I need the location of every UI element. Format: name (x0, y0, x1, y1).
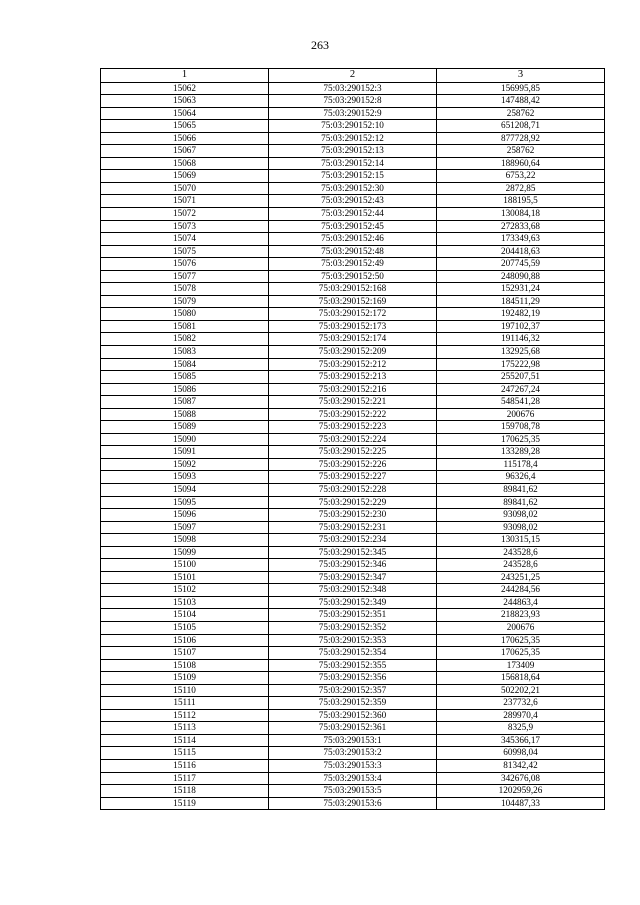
value-cell: 173349,63 (437, 233, 605, 246)
cadastral-number-cell: 75:03:290152:355 (269, 659, 437, 672)
value-cell: 204418,63 (437, 245, 605, 258)
value-cell: 184511,29 (437, 295, 605, 308)
table-row (101, 245, 605, 258)
value-cell: 170625,35 (437, 647, 605, 660)
table-row (101, 797, 605, 810)
value-cell: 207745,59 (437, 258, 605, 271)
row-number-cell: 15063 (101, 95, 269, 108)
value-cell: 130084,18 (437, 207, 605, 220)
table-row (101, 596, 605, 609)
row-number-cell: 15075 (101, 245, 269, 258)
cadastral-number-cell: 75:03:290152:353 (269, 634, 437, 647)
row-number-cell: 15104 (101, 609, 269, 622)
cadastral-number-cell: 75:03:290153:2 (269, 747, 437, 760)
table-row (101, 571, 605, 584)
table-row (101, 747, 605, 760)
cadastral-number-cell: 75:03:290152:231 (269, 521, 437, 534)
table-row (101, 421, 605, 434)
page-number: 263 (311, 38, 329, 52)
table-row (101, 220, 605, 233)
cadastral-number-cell: 75:03:290152:30 (269, 182, 437, 195)
value-cell: 200676 (437, 408, 605, 421)
table-row (101, 559, 605, 572)
row-number-cell: 15068 (101, 157, 269, 170)
value-cell: 188195,5 (437, 195, 605, 208)
cadastral-number-cell: 75:03:290152:351 (269, 609, 437, 622)
table-row (101, 647, 605, 660)
value-cell: 244863,4 (437, 596, 605, 609)
row-number-cell: 15094 (101, 484, 269, 497)
cadastral-number-cell: 75:03:290152:349 (269, 596, 437, 609)
cadastral-number-cell: 75:03:290152:49 (269, 258, 437, 271)
table-row (101, 584, 605, 597)
cadastral-number-cell: 75:03:290152:10 (269, 120, 437, 133)
row-number-cell: 15098 (101, 534, 269, 547)
row-number-cell: 15092 (101, 458, 269, 471)
row-number-cell: 15071 (101, 195, 269, 208)
value-cell: 173409 (437, 659, 605, 672)
value-cell: 243528,6 (437, 559, 605, 572)
row-number-cell: 15103 (101, 596, 269, 609)
value-cell: 175222,98 (437, 358, 605, 371)
row-number-cell: 15065 (101, 120, 269, 133)
value-cell: 237732,6 (437, 697, 605, 710)
cadastral-number-cell: 75:03:290152:345 (269, 546, 437, 559)
table-row (101, 684, 605, 697)
cadastral-number-cell: 75:03:290152:359 (269, 697, 437, 710)
row-number-cell: 15084 (101, 358, 269, 371)
value-cell: 8325,9 (437, 722, 605, 735)
table-row (101, 95, 605, 108)
cadastral-number-cell: 75:03:290152:224 (269, 433, 437, 446)
value-cell: 115178,4 (437, 458, 605, 471)
table-row (101, 383, 605, 396)
value-cell: 191146,32 (437, 333, 605, 346)
row-number-cell: 15088 (101, 408, 269, 421)
table-row (101, 295, 605, 308)
cadastral-number-cell: 75:03:290152:216 (269, 383, 437, 396)
row-number-cell: 15080 (101, 308, 269, 321)
row-number-cell: 15118 (101, 785, 269, 798)
value-cell: 258762 (437, 145, 605, 158)
table-row (101, 396, 605, 409)
table-row (101, 471, 605, 484)
table-row (101, 760, 605, 773)
cadastral-number-cell: 75:03:290152:226 (269, 458, 437, 471)
table-body (101, 82, 605, 810)
value-cell: 6753,22 (437, 170, 605, 183)
cadastral-number-cell: 75:03:290152:346 (269, 559, 437, 572)
row-number-cell: 15112 (101, 709, 269, 722)
row-number-cell: 15109 (101, 672, 269, 685)
row-number-cell: 15097 (101, 521, 269, 534)
row-number-cell: 15069 (101, 170, 269, 183)
cadastral-number-cell: 75:03:290153:6 (269, 797, 437, 810)
cadastral-number-cell: 75:03:290152:230 (269, 509, 437, 522)
value-cell: 130315,15 (437, 534, 605, 547)
row-number-cell: 15085 (101, 371, 269, 384)
row-number-cell: 15110 (101, 684, 269, 697)
cadastral-number-cell: 75:03:290152:15 (269, 170, 437, 183)
value-cell: 197102,37 (437, 320, 605, 333)
row-number-cell: 15091 (101, 446, 269, 459)
table-row (101, 132, 605, 145)
cadastral-number-cell: 75:03:290152:361 (269, 722, 437, 735)
row-number-cell: 15073 (101, 220, 269, 233)
row-number-cell: 15079 (101, 295, 269, 308)
row-number-cell: 15102 (101, 584, 269, 597)
cadastral-number-cell: 75:03:290152:225 (269, 446, 437, 459)
cadastral-number-cell: 75:03:290152:50 (269, 270, 437, 283)
value-cell: 93098,02 (437, 509, 605, 522)
value-cell: 218823,93 (437, 609, 605, 622)
column-header-2: 2 (269, 69, 437, 83)
value-cell: 156818,64 (437, 672, 605, 685)
cadastral-number-cell: 75:03:290152:347 (269, 571, 437, 584)
cadastral-number-cell: 75:03:290153:4 (269, 772, 437, 785)
cadastral-number-cell: 75:03:290152:172 (269, 308, 437, 321)
value-cell: 152931,24 (437, 283, 605, 296)
table-row (101, 233, 605, 246)
cadastral-number-cell: 75:03:290152:169 (269, 295, 437, 308)
table-row (101, 785, 605, 798)
cadastral-number-cell: 75:03:290152:357 (269, 684, 437, 697)
value-cell: 96326,4 (437, 471, 605, 484)
table-row (101, 433, 605, 446)
cadastral-number-cell: 75:03:290152:48 (269, 245, 437, 258)
value-cell: 89841,62 (437, 484, 605, 497)
cadastral-number-cell: 75:03:290152:356 (269, 672, 437, 685)
value-cell: 272833,68 (437, 220, 605, 233)
cadastral-number-cell: 75:03:290152:173 (269, 320, 437, 333)
value-cell: 60998,04 (437, 747, 605, 760)
value-cell: 89841,62 (437, 496, 605, 509)
table-row (101, 672, 605, 685)
value-cell: 132925,68 (437, 345, 605, 358)
row-number-cell: 15099 (101, 546, 269, 559)
value-cell: 156995,85 (437, 82, 605, 95)
value-cell: 159708,78 (437, 421, 605, 434)
value-cell: 170625,35 (437, 634, 605, 647)
cadastral-number-cell: 75:03:290152:352 (269, 622, 437, 635)
row-number-cell: 15067 (101, 145, 269, 158)
row-number-cell: 15096 (101, 509, 269, 522)
table-row (101, 258, 605, 271)
cadastral-number-cell: 75:03:290152:3 (269, 82, 437, 95)
row-number-cell: 15108 (101, 659, 269, 672)
value-cell: 342676,08 (437, 772, 605, 785)
value-cell: 188960,64 (437, 157, 605, 170)
table-row (101, 157, 605, 170)
value-cell: 502202,21 (437, 684, 605, 697)
table-row (101, 82, 605, 95)
table-row (101, 308, 605, 321)
row-number-cell: 15064 (101, 107, 269, 120)
row-number-cell: 15105 (101, 622, 269, 635)
cadastral-number-cell: 75:03:290152:8 (269, 95, 437, 108)
table-row (101, 371, 605, 384)
row-number-cell: 15086 (101, 383, 269, 396)
table-row (101, 521, 605, 534)
row-number-cell: 15111 (101, 697, 269, 710)
row-number-cell: 15082 (101, 333, 269, 346)
registry-table (100, 68, 605, 810)
row-number-cell: 15076 (101, 258, 269, 271)
row-number-cell: 15074 (101, 233, 269, 246)
table-row (101, 195, 605, 208)
table-row (101, 622, 605, 635)
cadastral-number-cell: 75:03:290152:43 (269, 195, 437, 208)
table-row (101, 408, 605, 421)
column-header-3: 3 (437, 69, 605, 83)
cadastral-number-cell: 75:03:290152:168 (269, 283, 437, 296)
value-cell: 93098,02 (437, 521, 605, 534)
cadastral-number-cell: 75:03:290152:212 (269, 358, 437, 371)
row-number-cell: 15101 (101, 571, 269, 584)
value-cell: 200676 (437, 622, 605, 635)
row-number-cell: 15113 (101, 722, 269, 735)
row-number-cell: 15081 (101, 320, 269, 333)
cadastral-number-cell: 75:03:290152:221 (269, 396, 437, 409)
table-row (101, 546, 605, 559)
row-number-cell: 15087 (101, 396, 269, 409)
cadastral-number-cell: 75:03:290152:213 (269, 371, 437, 384)
row-number-cell: 15078 (101, 283, 269, 296)
table-row (101, 170, 605, 183)
row-number-cell: 15072 (101, 207, 269, 220)
value-cell: 147488,42 (437, 95, 605, 108)
row-number-cell: 15090 (101, 433, 269, 446)
row-number-cell: 15117 (101, 772, 269, 785)
cadastral-number-cell: 75:03:290152:209 (269, 345, 437, 358)
table-row (101, 722, 605, 735)
cadastral-number-cell: 75:03:290152:44 (269, 207, 437, 220)
value-cell: 2872,85 (437, 182, 605, 195)
table-row (101, 320, 605, 333)
cadastral-number-cell: 75:03:290152:227 (269, 471, 437, 484)
value-cell: 244284,56 (437, 584, 605, 597)
table-row (101, 333, 605, 346)
value-cell: 81342,42 (437, 760, 605, 773)
table-row (101, 509, 605, 522)
cadastral-number-cell: 75:03:290152:234 (269, 534, 437, 547)
cadastral-number-cell: 75:03:290152:228 (269, 484, 437, 497)
row-number-cell: 15089 (101, 421, 269, 434)
cadastral-number-cell: 75:03:290153:3 (269, 760, 437, 773)
value-cell: 258762 (437, 107, 605, 120)
cadastral-number-cell: 75:03:290152:223 (269, 421, 437, 434)
cadastral-number-cell: 75:03:290152:229 (269, 496, 437, 509)
table-row (101, 283, 605, 296)
table-row (101, 182, 605, 195)
row-number-cell: 15062 (101, 82, 269, 95)
table-row (101, 446, 605, 459)
cadastral-number-cell: 75:03:290152:46 (269, 233, 437, 246)
row-number-cell: 15100 (101, 559, 269, 572)
table-row (101, 697, 605, 710)
value-cell: 651208,71 (437, 120, 605, 133)
row-number-cell: 15114 (101, 734, 269, 747)
table-row (101, 709, 605, 722)
table-row (101, 659, 605, 672)
table-row (101, 207, 605, 220)
table-row (101, 496, 605, 509)
value-cell: 255207,51 (437, 371, 605, 384)
table-row (101, 458, 605, 471)
row-number-cell: 15119 (101, 797, 269, 810)
table-row (101, 107, 605, 120)
table-row (101, 484, 605, 497)
value-cell: 170625,35 (437, 433, 605, 446)
header-row (101, 69, 605, 83)
value-cell: 548541,28 (437, 396, 605, 409)
value-cell: 243528,6 (437, 546, 605, 559)
value-cell: 289970,4 (437, 709, 605, 722)
table-row (101, 609, 605, 622)
cadastral-number-cell: 75:03:290152:9 (269, 107, 437, 120)
table-row (101, 358, 605, 371)
value-cell: 1202959,26 (437, 785, 605, 798)
row-number-cell: 15070 (101, 182, 269, 195)
value-cell: 877728,92 (437, 132, 605, 145)
table-row (101, 270, 605, 283)
value-cell: 192482,19 (437, 308, 605, 321)
row-number-cell: 15083 (101, 345, 269, 358)
table-row (101, 345, 605, 358)
row-number-cell: 15093 (101, 471, 269, 484)
cadastral-number-cell: 75:03:290152:360 (269, 709, 437, 722)
cadastral-number-cell: 75:03:290152:348 (269, 584, 437, 597)
column-header-1: 1 (101, 69, 269, 83)
row-number-cell: 15115 (101, 747, 269, 760)
cadastral-number-cell: 75:03:290152:45 (269, 220, 437, 233)
cadastral-number-cell: 75:03:290152:174 (269, 333, 437, 346)
cadastral-number-cell: 75:03:290152:222 (269, 408, 437, 421)
row-number-cell: 15107 (101, 647, 269, 660)
row-number-cell: 15066 (101, 132, 269, 145)
table-row (101, 634, 605, 647)
cadastral-number-cell: 75:03:290152:14 (269, 157, 437, 170)
table-row (101, 534, 605, 547)
table-row (101, 734, 605, 747)
value-cell: 104487,33 (437, 797, 605, 810)
row-number-cell: 15106 (101, 634, 269, 647)
table-row (101, 772, 605, 785)
value-cell: 243251,25 (437, 571, 605, 584)
value-cell: 248090,88 (437, 270, 605, 283)
cadastral-number-cell: 75:03:290152:12 (269, 132, 437, 145)
value-cell: 345366,17 (437, 734, 605, 747)
row-number-cell: 15077 (101, 270, 269, 283)
cadastral-number-cell: 75:03:290153:5 (269, 785, 437, 798)
cadastral-number-cell: 75:03:290152:354 (269, 647, 437, 660)
table-row (101, 145, 605, 158)
value-cell: 133289,28 (437, 446, 605, 459)
row-number-cell: 15116 (101, 760, 269, 773)
value-cell: 247267,24 (437, 383, 605, 396)
cadastral-number-cell: 75:03:290152:13 (269, 145, 437, 158)
row-number-cell: 15095 (101, 496, 269, 509)
cadastral-number-cell: 75:03:290153:1 (269, 734, 437, 747)
table-row (101, 120, 605, 133)
